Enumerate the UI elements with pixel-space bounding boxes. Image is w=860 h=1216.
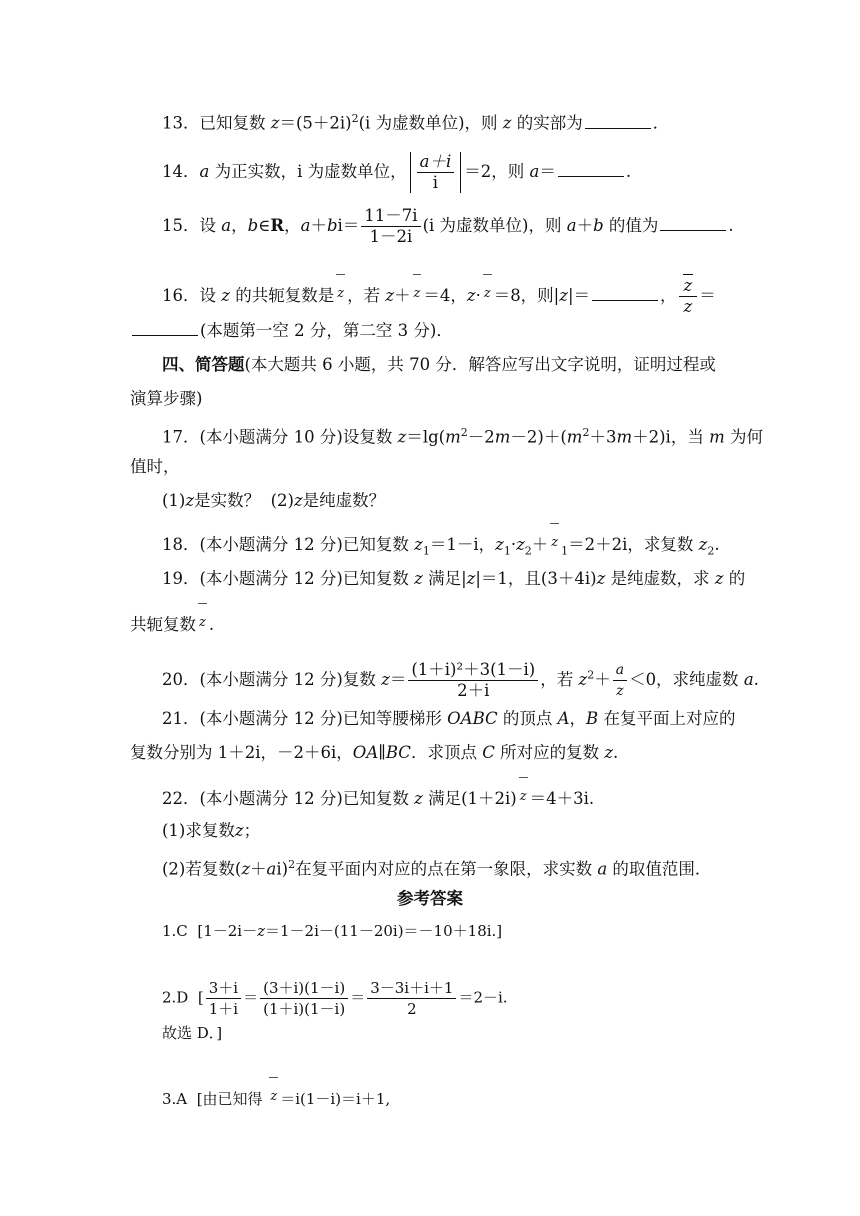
fraction-denominator: 1－2i — [369, 227, 413, 246]
section-heading-cont — [130, 388, 202, 410]
var-a: a — [199, 162, 210, 181]
text: ． — [652, 113, 670, 133]
text: (2)若复数( — [162, 859, 242, 879]
text: －2)＋( — [510, 427, 567, 447]
answer-2-cont — [162, 1022, 222, 1044]
conjugate-z: z — [334, 283, 347, 305]
text: . — [208, 615, 215, 634]
var-z: z — [466, 286, 476, 305]
text: [1－2i－ — [197, 922, 258, 940]
answer-blank[interactable] — [132, 321, 198, 336]
text: (本小题满分 12 分)已知复数 — [199, 789, 409, 808]
text: [ — [197, 988, 204, 1007]
text: . — [613, 743, 619, 762]
fraction — [206, 978, 241, 1019]
text: ＋ — [531, 535, 549, 554]
var-z: z — [385, 286, 395, 305]
conjugate-z: z — [196, 612, 209, 634]
text: ＝4， — [423, 286, 467, 305]
answer-2 — [162, 978, 508, 1019]
fraction-denominator: 1＋i — [208, 1000, 239, 1018]
question-number: 18． — [162, 535, 200, 554]
text: (i 为虚数单位)，则 — [358, 113, 498, 133]
question-15 — [162, 206, 734, 247]
text: ＝ — [243, 988, 259, 1007]
text: ＋ — [576, 216, 594, 235]
fraction — [613, 660, 627, 701]
text: |＝ — [567, 286, 591, 305]
text: 演算步骤) — [130, 389, 203, 408]
var-a: a — [597, 859, 608, 879]
text: i) — [276, 859, 289, 879]
text: 为正实数，i 为虚数单位， — [214, 162, 407, 181]
text: 所对应的复数 — [500, 743, 600, 762]
question-22-part1 — [162, 820, 260, 842]
question-17-parts — [162, 490, 385, 512]
text: 在复平面上对应的 — [603, 709, 736, 728]
conjugate-z: z — [411, 283, 424, 305]
text: 的顶点 — [502, 709, 553, 728]
answer-label: 3.A — [162, 1090, 188, 1108]
text: (本题第一空 2 分，第二空 3 分)． — [200, 321, 453, 340]
var-z: z — [714, 569, 724, 588]
text: ＝4＋3i. — [529, 789, 595, 808]
conjugate-z: z — [481, 283, 494, 305]
var-m: m — [494, 427, 511, 447]
text: ＝ — [389, 670, 407, 689]
text: 故选 D．] — [162, 1024, 223, 1042]
answer-blank[interactable] — [585, 114, 651, 129]
var-z: z — [604, 743, 614, 762]
text: ．求顶点 — [410, 743, 477, 762]
text: (本小题满分 10 分)设复数 — [199, 427, 393, 447]
text: (本小题满分 12 分)已知等腰梯形 — [199, 709, 442, 728]
fraction — [367, 978, 456, 1019]
text: (1)求复数 — [162, 821, 235, 840]
question-16-cont — [130, 320, 453, 342]
question-22 — [162, 786, 594, 810]
var-b: b — [247, 216, 259, 235]
text: ＝ — [350, 988, 366, 1007]
answer-1 — [162, 920, 502, 942]
section-title: 四、简答题 — [162, 355, 245, 374]
text: [由已知得 — [196, 1090, 263, 1108]
fraction-denominator: 2＋i — [457, 681, 490, 700]
text: 设 — [199, 216, 216, 235]
var-z: z — [270, 113, 280, 133]
var-b: b — [593, 216, 604, 235]
text: (本小题满分 12 分)已知复数 — [199, 535, 409, 554]
text: ＝1－i， — [429, 535, 496, 554]
var-a: a — [300, 216, 311, 235]
text: (i 为虚数单位)，则 — [422, 216, 562, 235]
var-m: m — [445, 427, 461, 447]
question-number: 20． — [162, 670, 200, 689]
var-z: z — [397, 427, 407, 447]
answer-blank[interactable] — [592, 286, 658, 301]
text: ， — [231, 216, 248, 235]
conjugate-z1: z — [548, 532, 561, 554]
var-z: z — [221, 286, 230, 305]
text: 满足(1＋2i) — [428, 789, 517, 808]
question-16 — [162, 276, 716, 317]
answer-3 — [162, 1086, 390, 1110]
fraction — [417, 152, 455, 193]
question-number: 22． — [162, 789, 200, 808]
var-A: A — [557, 709, 570, 728]
var-OABC: OABC — [447, 709, 498, 728]
text: 设 — [199, 286, 216, 305]
text: ＋2)i，当 — [632, 427, 704, 447]
text: 是纯虚数，求 — [610, 569, 710, 588]
var-a: a — [529, 162, 540, 181]
text: 的取值范围． — [612, 859, 712, 879]
text: 在复平面内对应的点在第一象限，求实数 — [295, 859, 593, 879]
var-a: a — [566, 216, 577, 235]
text: 满足| — [428, 569, 467, 588]
question-20: 20．(本小题满分 12 分)复数 z＝ $\frac{\text{(1＋i)²＋3(1－i)}}{2+i}$ ，若 $z^2+$ $\frac{a}{z}$ ＜0，求纯虚数 a. — [162, 660, 759, 700]
absolute-value — [410, 152, 462, 193]
fraction-numerator: 11－7i — [361, 206, 420, 227]
text: ＋ — [394, 286, 411, 305]
fraction — [679, 276, 698, 317]
text: ＜0，求纯虚数 — [629, 670, 739, 689]
text: . — [625, 162, 632, 181]
answer-label: 2.D — [162, 988, 189, 1007]
text: (1) — [162, 491, 186, 510]
conjugate-z: z — [517, 786, 530, 808]
fraction — [408, 660, 538, 701]
text: (本大题共 6 小题，共 70 分．解答应写出文字说明，证明过程或 — [244, 355, 716, 374]
var-OA: OA — [352, 743, 379, 762]
text: |＝1，且(3＋4i) — [475, 569, 597, 588]
answer-blank[interactable] — [660, 216, 726, 231]
fraction — [260, 978, 348, 1019]
text: ＝1－2i－(11－20i)＝－10＋18i.] — [265, 922, 503, 940]
text: 值时， — [130, 457, 180, 476]
var-m: m — [709, 427, 725, 447]
var-z: z — [381, 670, 390, 689]
conjugate-z: z — [683, 276, 693, 295]
var-a: a — [266, 859, 277, 879]
var-z: z — [578, 670, 588, 689]
var-b: b — [326, 216, 338, 235]
text: . — [753, 670, 759, 689]
var-BC: BC — [385, 743, 411, 762]
fraction-denominator: z — [616, 683, 624, 699]
question-number: 19． — [162, 569, 200, 588]
text: . — [714, 535, 720, 554]
text: . — [728, 216, 734, 235]
text: ； — [243, 821, 261, 840]
superscript: 2 — [351, 112, 359, 125]
fraction-numerator: a — [613, 660, 627, 681]
question-18: 18．(本小题满分 12 分)已知复数 $z_1=1-i$，$z_1\cdot z_2+ z_1=2+2i$，求复数 $z_2$. — [162, 532, 720, 562]
text: ＝2＋2i，求复数 — [568, 535, 694, 554]
text: (本小题满分 12 分)已知复数 — [199, 569, 409, 588]
text: ∈ — [258, 216, 271, 235]
question-14 — [162, 152, 631, 193]
text: 的实部为 — [516, 113, 583, 133]
var-z2: z — [698, 535, 708, 554]
question-19 — [162, 568, 745, 590]
text: ＋ — [594, 670, 611, 689]
text: 已知复数 — [199, 113, 266, 133]
fraction-numerator: (3＋i)(1－i) — [260, 978, 348, 999]
fraction — [361, 206, 420, 247]
text: 为何 — [729, 427, 763, 447]
text: ＝2，则 — [464, 162, 525, 181]
text: ＋3 — [589, 427, 617, 447]
text: · — [475, 286, 481, 305]
question-22-part2: (2)若复数$(z+ai)^2$在复平面内对应的点在第一象限，求实数 a 的取值范围． — [162, 858, 712, 879]
var-C: C — [482, 743, 495, 762]
text: ＋ — [250, 859, 267, 879]
text: 共轭复数 — [130, 615, 196, 634]
text: ＝ — [699, 286, 716, 305]
var-a: a — [221, 216, 232, 235]
question-number: 17． — [162, 427, 200, 447]
text: ， — [660, 286, 677, 305]
question-number: 13． — [162, 113, 200, 133]
var-z: z — [241, 859, 251, 879]
question-17: 17．(本小题满分 10 分)设复数 $z=\lg(m^2-2m-2)+(m^2+3m+2)i$，当 m 为何 — [162, 426, 763, 447]
var-z: z — [466, 569, 476, 588]
text: (本小题满分 12 分)复数 — [199, 670, 376, 689]
var-z: z — [185, 491, 195, 510]
var-z: z — [414, 789, 423, 808]
question-number: 21． — [162, 709, 200, 728]
text: ， — [569, 709, 587, 728]
text: ＝lg( — [406, 427, 446, 447]
var-z: z — [683, 297, 693, 316]
var-m: m — [616, 427, 633, 447]
var-m: m — [566, 427, 583, 447]
text: ，若 — [347, 286, 381, 305]
text: 是纯虚数？ — [302, 491, 386, 510]
var-z1: z — [414, 535, 423, 554]
text: ＝(5＋2i) — [279, 113, 352, 133]
var-a: a — [743, 670, 754, 689]
text: 是实数？ — [194, 491, 261, 510]
text: (2) — [270, 491, 294, 510]
var-z: z — [293, 491, 303, 510]
text: 复数分别为 1＋2i，－2＋6i， — [130, 743, 353, 762]
question-number: 16． — [162, 286, 200, 305]
text: ，若 — [540, 670, 574, 689]
text: ＝2－i. — [458, 988, 508, 1007]
text: ＝i(1－i)＝i＋1, — [280, 1090, 391, 1108]
text: ∥ — [378, 743, 386, 762]
var-z: z — [234, 821, 244, 840]
var-z: z — [502, 113, 512, 133]
text: ＝8，则| — [493, 286, 560, 305]
question-21-cont — [130, 742, 618, 764]
text: i＝ — [337, 216, 360, 235]
fraction-numerator: 3－3i＋i＋1 — [367, 978, 456, 999]
question-13 — [162, 108, 669, 135]
question-19-cont — [130, 612, 214, 636]
conjugate-z: z — [267, 1086, 280, 1108]
text: ＝ — [539, 162, 556, 181]
text: 的 — [728, 569, 746, 588]
question-number: 14． — [162, 162, 200, 181]
answer-label: 1.C — [162, 922, 188, 940]
fraction-numerator: (1＋i)²＋3(1－i) — [408, 660, 538, 681]
text: · — [510, 535, 517, 554]
var-z: z — [257, 922, 265, 940]
fraction-numerator: a＋i — [417, 152, 455, 173]
var-z: z — [596, 569, 606, 588]
answer-blank[interactable] — [558, 162, 624, 177]
text: 的共轭复数是 — [235, 286, 335, 305]
text: －2 — [467, 427, 495, 447]
text: ， — [284, 216, 301, 235]
var-B: B — [586, 709, 599, 728]
fraction-denominator: i — [432, 173, 439, 192]
var-z1: z — [495, 535, 504, 554]
real-set-R: R — [270, 216, 285, 235]
question-17-cont — [130, 456, 180, 478]
answers-title: 参考答案 — [397, 889, 463, 908]
fraction-denominator: (1＋i)(1－i) — [263, 1000, 346, 1018]
var-z: z — [414, 569, 423, 588]
text: 的值为 — [608, 216, 659, 235]
section-heading — [162, 354, 716, 376]
var-z2: z — [516, 535, 525, 554]
fraction-numerator: 3＋i — [206, 978, 241, 999]
question-21 — [162, 708, 735, 730]
var-z: z — [559, 286, 568, 305]
text: ＋ — [310, 216, 327, 235]
fraction-denominator: 2 — [407, 1000, 417, 1018]
question-number: 15． — [162, 216, 200, 235]
